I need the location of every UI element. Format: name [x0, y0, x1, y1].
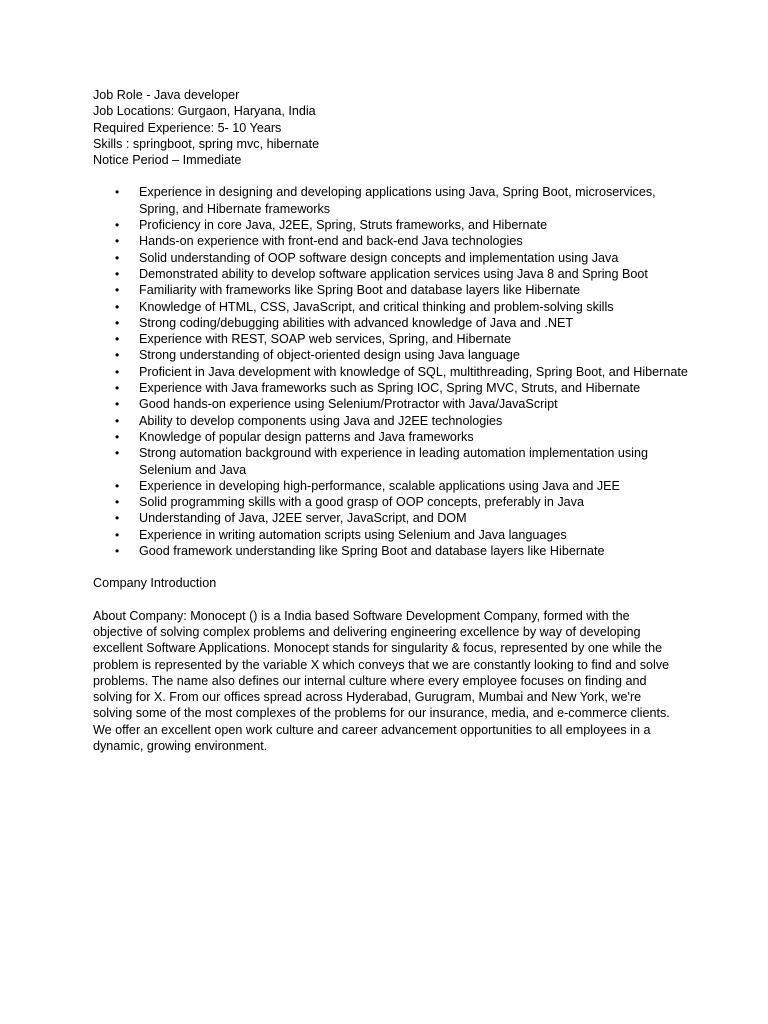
bullet-icon: •	[115, 250, 120, 265]
requirement-text: Strong automation background with experience in leading automation implementation using Selenium and Java	[139, 446, 648, 477]
requirement-text: Knowledge of popular design patterns and Java frameworks	[139, 429, 474, 444]
requirement-text: Good hands-on experience using Selenium/Protractor with Java/JavaScript	[139, 397, 558, 412]
requirement-item	[93, 527, 693, 543]
bullet-icon: •	[115, 413, 120, 428]
requirement-item	[93, 364, 693, 380]
requirement-text: Proficiency in core Java, J2EE, Spring, Struts frameworks, and Hibernate	[139, 218, 548, 233]
requirement-text: Experience with Java frameworks such as Spring IOC, Spring MVC, Struts, and Hibernate	[139, 381, 641, 396]
requirement-item	[93, 282, 693, 298]
requirement-text: Experience with REST, SOAP web services, Spring, and Hibernate	[139, 332, 512, 347]
requirement-item	[93, 543, 693, 559]
bullet-icon: •	[115, 315, 120, 330]
job-role: Job Role - Java developer	[93, 88, 240, 102]
bullet-icon: •	[115, 527, 120, 542]
requirement-item	[93, 266, 693, 282]
bullet-icon: •	[115, 381, 120, 396]
requirement-text: Solid programming skills with a good grasp of OOP concepts, preferably in Java	[139, 495, 584, 510]
notice-period: Notice Period – Immediate	[93, 153, 242, 168]
bullet-icon: •	[115, 332, 120, 347]
requirement-item	[93, 380, 693, 396]
requirement-item	[93, 478, 693, 494]
requirement-item	[93, 445, 693, 478]
requirement-text: Proficient in Java development with knowledge of SQL, multithreading, Spring Boot, and Hibernate	[139, 364, 688, 379]
bullet-icon: •	[115, 218, 120, 233]
requirement-item	[93, 299, 693, 315]
requirement-text: Demonstrated ability to develop software application services using Java 8 and Spring Boot	[139, 266, 648, 281]
requirement-text: Experience in designing and developing applications using Java, Spring Boot, microservices, Spring, and Hibernate frameworks	[139, 185, 656, 216]
bullet-icon: •	[115, 299, 120, 314]
bullet-icon: •	[115, 544, 120, 559]
requirement-text: Familiarity with frameworks like Spring Boot and database layers like Hibernate	[139, 283, 580, 298]
requirement-item	[93, 217, 693, 233]
requirement-text: Knowledge of HTML, CSS, JavaScript, and critical thinking and problem-solving skills	[139, 299, 614, 314]
requirements-list	[93, 184, 693, 559]
requirement-item	[93, 494, 693, 510]
about-company-paragraph: About Company: Monocept () is a India based Software Development Company, formed with the objective of solving complex problems and delivering engineering excellence by way of developing excellent Software Applications. Monocept stands for singularity & focus, represented by one while the problem is represented by the variable X which conveys that we are constantly looking to find and solve problems. The name also defines our internal culture where every employee focuses on finding and solving for X. From our offices spread across Hyderabad, Gurugram, Mumbai and New York, we're solving some of the most complexes of the problems for our insurance, media, and e-commerce clients. We offer an excellent open work culture and career advancement opportunities to all employees in a dynamic, growing environment.	[93, 608, 670, 753]
requirement-item	[93, 347, 693, 363]
requirement-item	[93, 315, 693, 331]
bullet-icon: •	[115, 266, 120, 281]
requirement-text: Good framework understanding like Spring Boot and database layers like Hibernate	[139, 544, 605, 559]
requirement-text: Strong coding/debugging abilities with advanced knowledge of Java and .NET	[139, 315, 574, 330]
bullet-icon: •	[115, 283, 120, 298]
requirement-text: Experience in writing automation scripts using Selenium and Java languages	[139, 527, 567, 542]
requirement-item	[93, 510, 693, 526]
requirement-text: Strong understanding of object-oriented design using Java language	[139, 348, 520, 363]
document-page	[93, 87, 693, 754]
requirement-text: Hands-on experience with front-end and back-end Java technologies	[139, 234, 523, 249]
requirement-text: Ability to develop components using Java and J2EE technologies	[139, 413, 503, 428]
bullet-icon: •	[115, 478, 120, 493]
bullet-icon: •	[115, 446, 120, 461]
bullet-icon: •	[115, 495, 120, 510]
requirement-item	[93, 396, 693, 412]
bullet-icon: •	[115, 429, 120, 444]
requirement-item	[93, 331, 693, 347]
bullet-icon: •	[115, 348, 120, 363]
bullet-icon: •	[115, 511, 120, 526]
requirement-item	[93, 429, 693, 445]
bullet-icon: •	[115, 397, 120, 412]
bullet-icon: •	[115, 185, 120, 200]
requirement-text: Experience in developing high-performance, scalable applications using Java and JEE	[139, 478, 620, 493]
required-experience: Required Experience: 5- 10 Years	[93, 120, 282, 135]
requirement-item	[93, 413, 693, 429]
requirement-text: Solid understanding of OOP software design concepts and implementation using Java	[139, 250, 619, 265]
job-locations: Job Locations: Gurgaon, Haryana, India	[93, 104, 316, 119]
requirement-item	[93, 250, 693, 266]
bullet-icon: •	[115, 234, 120, 249]
requirement-item	[93, 184, 693, 217]
company-introduction-heading: Company Introduction	[93, 576, 217, 591]
requirement-item	[93, 233, 693, 249]
requirement-text: Understanding of Java, J2EE server, JavaScript, and DOM	[139, 511, 467, 526]
bullet-icon: •	[115, 364, 120, 379]
skills-summary: Skills : springboot, spring mvc, hibernate	[93, 136, 320, 151]
